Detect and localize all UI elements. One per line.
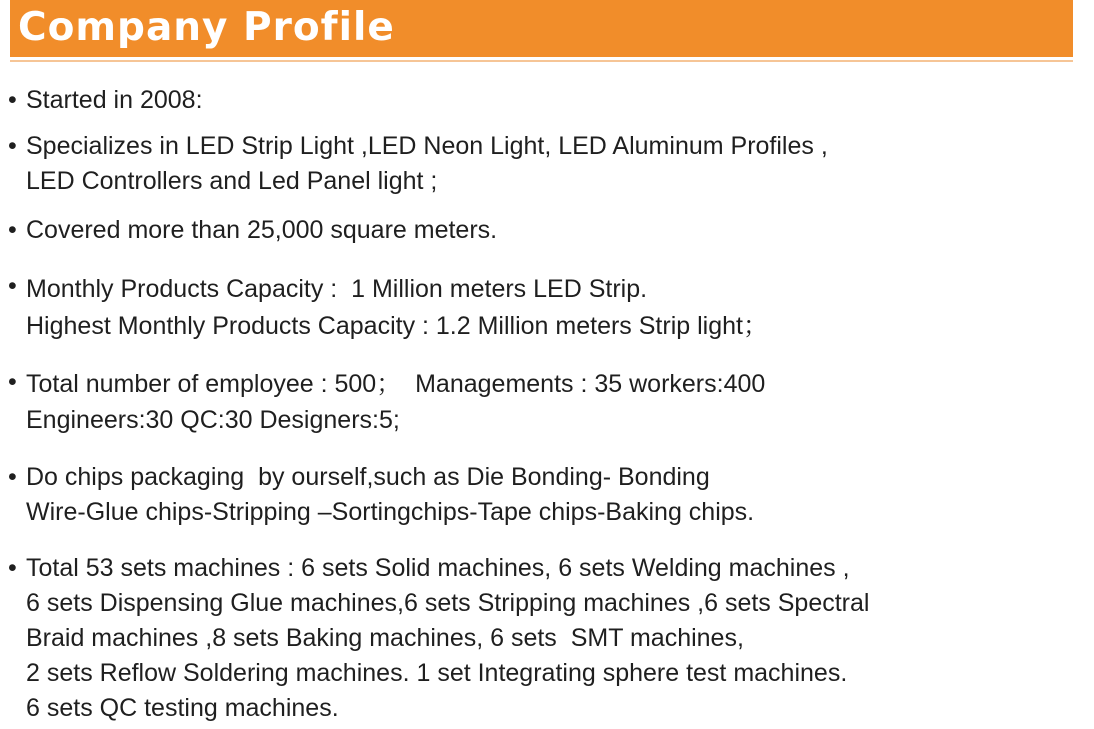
profile-line: 2 sets Reflow Soldering machines. 1 set Integrating sphere test machines. bbox=[26, 659, 848, 687]
bullet-icon: • bbox=[8, 272, 17, 300]
profile-line: Covered more than 25,000 square meters. bbox=[26, 216, 498, 244]
profile-line: Total 53 sets machines : 6 sets Solid machines, 6 sets Welding machines , bbox=[26, 554, 850, 582]
profile-line: Highest Monthly Products Capacity : 1.2 Million meters Strip light； bbox=[26, 312, 768, 340]
profile-line: LED Controllers and Led Panel light ; bbox=[26, 167, 438, 195]
page-title: Company Profile bbox=[18, 5, 395, 50]
header-bar bbox=[10, 0, 1073, 57]
profile-item-packaging bbox=[8, 460, 1088, 530]
profile-item-founded bbox=[8, 83, 1088, 118]
profile-line: 6 sets QC testing machines. bbox=[26, 694, 339, 722]
profile-line: Total number of employee : 500； Managements : 35 workers:400 bbox=[26, 370, 766, 398]
profile-line: Engineers:30 QC:30 Designers:5; bbox=[26, 406, 400, 434]
bullet-icon: • bbox=[8, 554, 17, 582]
bullet-icon: • bbox=[8, 463, 17, 491]
bullet-icon: • bbox=[8, 368, 17, 396]
profile-line: Wire-Glue chips-Stripping –Sortingchips-Tape chips-Baking chips. bbox=[26, 498, 755, 526]
profile-item-employees bbox=[8, 365, 1088, 438]
profile-item-specialties bbox=[8, 129, 1088, 199]
profile-line: Started in 2008: bbox=[26, 86, 203, 114]
bullet-icon: • bbox=[8, 216, 17, 244]
profile-item-machines bbox=[8, 551, 1088, 726]
profile-item-capacity bbox=[8, 269, 1088, 344]
profile-line: Braid machines ,8 sets Baking machines, 6 sets SMT machines, bbox=[26, 624, 744, 652]
bullet-icon: • bbox=[8, 86, 17, 114]
profile-item-area bbox=[8, 213, 1088, 248]
profile-line: Monthly Products Capacity : 1 Million meters LED Strip. bbox=[26, 275, 648, 303]
bullet-icon: • bbox=[8, 132, 17, 160]
profile-line: 6 sets Dispensing Glue machines,6 sets Stripping machines ,6 sets Spectral bbox=[26, 589, 870, 617]
header-divider bbox=[10, 60, 1073, 62]
profile-line: Do chips packaging by ourself,such as Die Bonding- Bonding bbox=[26, 463, 710, 491]
profile-line: Specializes in LED Strip Light ,LED Neon Light, LED Aluminum Profiles , bbox=[26, 132, 828, 160]
